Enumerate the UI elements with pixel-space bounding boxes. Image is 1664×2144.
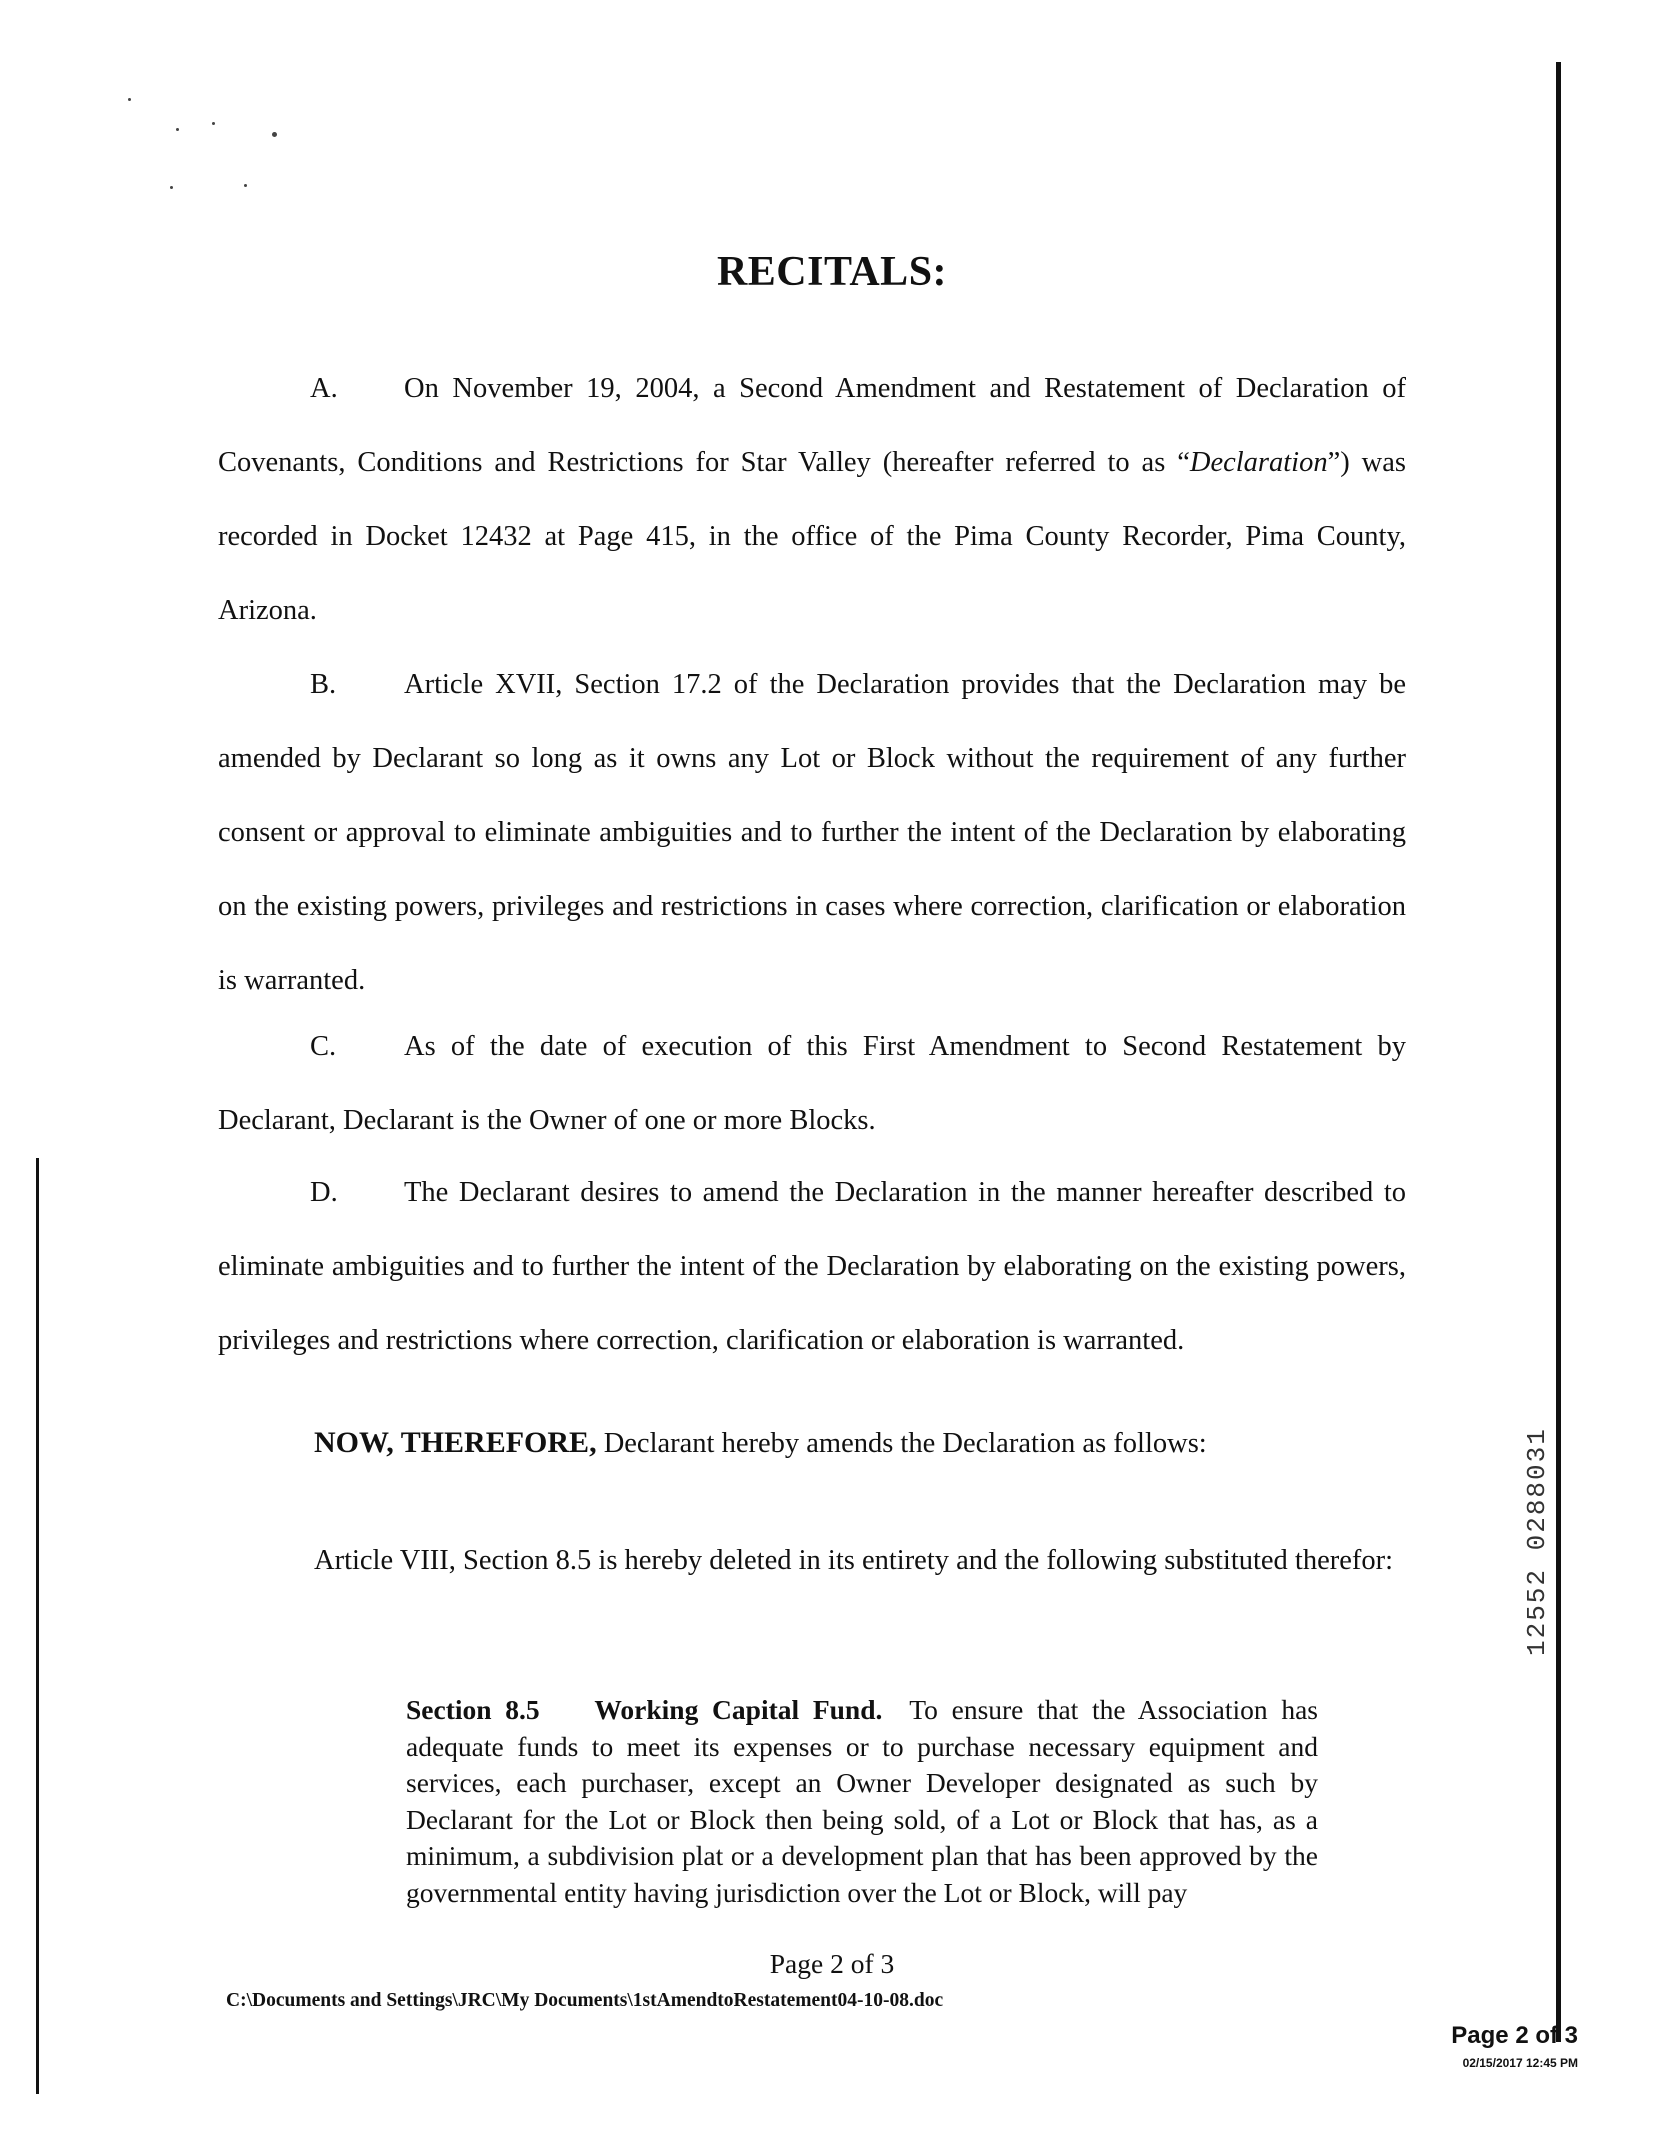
section-title: Working Capital Fund. [594, 1694, 883, 1725]
recital-text: Article XVII, Section 17.2 of the Declaration provides that the Declaration may be amended by Declarant so long as it owns any Lot or Block without the requirement of any further consent or approval to eliminate ambiguities and to further the intent of the Declaration by elaborating on the existing powers, privileges and restrictions in cases where correction, clarification or elaboration is warranted. [218, 669, 1406, 996]
recital-text: As of the date of execution of this First Amendment to Second Restatement by Declarant, Declarant is the Owner of one or more Blocks. [218, 1031, 1406, 1136]
section-text: To ensure that the Association has adequate funds to meet its expenses or to purchase necessary equipment and services, each purchaser, except an Owner Developer designated as such by Declarant for the Lot or Block then being sold, of a Lot or Block that has, as a minimum, a subdivision plat or a development plan that has been approved by the governmental entity having jurisdiction over the Lot or Block, will pay [406, 1694, 1318, 1908]
scan-speck [176, 128, 179, 131]
scan-edge-right [1556, 62, 1561, 2042]
recital-label: D. [310, 1177, 338, 1208]
article-body: Article VIII, Section 8.5 is hereby deleted in its entirety and the following substituted therefor: [314, 1545, 1394, 1576]
recital-text: The Declarant desires to amend the Declaration in the manner hereafter described to eliminate ambiguities and to further the intent of the Declaration by elaborating on the existing powers, privileges and restrictions where correction, clarification or elaboration is warranted. [218, 1177, 1406, 1356]
section-8-5-block [406, 1692, 1318, 1911]
article-text [218, 1524, 1406, 1598]
scan-speck [244, 184, 247, 187]
scan-speck [212, 122, 215, 125]
scan-speck [272, 132, 277, 137]
recital-c [218, 1010, 1406, 1158]
recital-text: On November 19, 2004, a Second Amendment and Restatement of Declaration of Covenants, Conditions and Restrictions for Star Valley (hereafter referred to as “ [218, 373, 1406, 478]
recital-b [218, 648, 1406, 1018]
stamp-page-number: Page 2 of 3 [1451, 2022, 1578, 2049]
recital-label: B. [310, 669, 337, 700]
page-title: RECITALS: [716, 249, 948, 295]
file-path-footer: C:\Documents and Settings\JRC\My Documents\1stAmendtoRestatement04-10-08.doc [226, 1990, 944, 2011]
recital-text-tail: ”) was recorded in Docket 12432 at Page 415, in the office of the Pima County Recorder, Pima County, Arizona. [218, 447, 1406, 626]
docket-stamp: 12552 0288031 [1522, 1427, 1552, 1656]
recital-label: A. [310, 373, 338, 404]
scan-speck [128, 98, 131, 101]
recital-a [218, 352, 1406, 648]
scan-speck [170, 186, 173, 189]
page-number: Page 2 of 3 [769, 1948, 895, 1979]
recital-label: C. [310, 1031, 337, 1062]
stamp-datetime: 02/15/2017 12:45 PM [1462, 2056, 1578, 2070]
now-therefore-text: Declarant hereby amends the Declaration as follows: [596, 1428, 1207, 1459]
section-number: Section 8.5 [406, 1694, 540, 1725]
recital-d [218, 1156, 1406, 1378]
now-therefore-line [314, 1426, 1207, 1460]
recital-emphasis: Declaration [1189, 447, 1328, 478]
now-therefore-bold: NOW, THEREFORE, [314, 1426, 597, 1459]
